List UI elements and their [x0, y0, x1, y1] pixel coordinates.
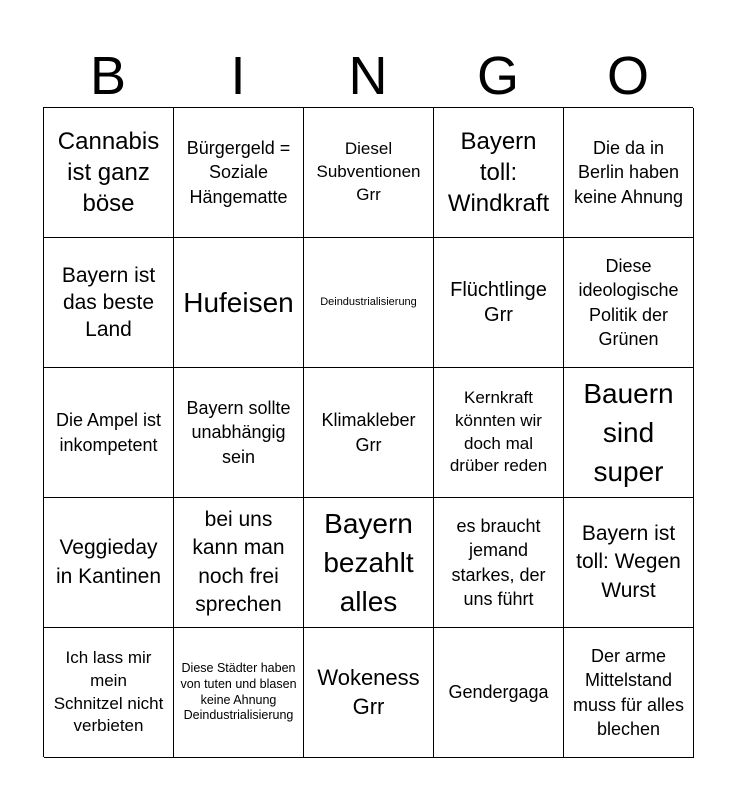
bingo-cell[interactable] — [304, 498, 434, 628]
cell-text: Bayern toll: Windkraft — [447, 127, 550, 218]
cell-text: Wokeness Grr — [317, 664, 420, 719]
bingo-cell[interactable] — [434, 108, 564, 238]
cell-text: Klimakleber Grr — [321, 410, 416, 455]
cell-text: Die Ampel ist inkompetent — [55, 410, 162, 455]
bingo-cell[interactable] — [174, 108, 304, 238]
cell-text: Der arme Mittelstand muss für alles blechen — [572, 645, 685, 739]
cell-text: Ich lass mir mein Schnitzel nicht verbieten — [53, 647, 164, 736]
bingo-cell[interactable] — [44, 108, 174, 238]
header-letter-n: N — [348, 46, 388, 106]
cell-text: Gendergaga — [448, 682, 549, 703]
cell-text: Diese ideologische Politik der Grünen — [578, 255, 679, 349]
header-letter-b: B — [89, 46, 127, 106]
bingo-cell[interactable] — [564, 628, 694, 758]
bingo-cell[interactable] — [304, 238, 434, 368]
bingo-cell[interactable] — [304, 108, 434, 238]
cell-text: Bayern ist toll: Wegen Wurst — [576, 521, 681, 602]
bingo-cell[interactable] — [564, 108, 694, 238]
header-letter-o: O — [606, 46, 649, 106]
cell-text: Diese Städter haben von tuten und blasen keine Ahnung Deindustrialisierung — [180, 661, 297, 723]
bingo-cell[interactable] — [174, 368, 304, 498]
bingo-cell[interactable] — [44, 368, 174, 498]
header-letter-i: I — [230, 46, 246, 106]
cell-text: Flüchtlinge Grr — [450, 278, 547, 326]
bingo-cell[interactable] — [564, 368, 694, 498]
bingo-cell[interactable] — [174, 238, 304, 368]
bingo-cell[interactable] — [304, 368, 434, 498]
bingo-cell[interactable] — [434, 498, 564, 628]
cell-text: Cannabis ist ganz böse — [57, 127, 160, 218]
cell-text: Kernkraft könnten wir doch mal drüber reden — [449, 387, 548, 476]
bingo-cell[interactable] — [44, 498, 174, 628]
cell-text: Diesel Subventionen Grr — [316, 139, 421, 204]
bingo-cell[interactable] — [434, 368, 564, 498]
bingo-header — [43, 44, 693, 108]
header-letter-g: G — [476, 46, 519, 106]
bingo-cell[interactable] — [44, 628, 174, 758]
bingo-cell[interactable] — [434, 238, 564, 368]
cell-text: Hufeisen — [183, 286, 294, 318]
cell-text: Bayern sollte unabhängig sein — [186, 398, 291, 467]
cell-text: Bayern ist das beste Land — [61, 263, 156, 342]
bingo-cell[interactable] — [564, 498, 694, 628]
bingo-cell[interactable] — [304, 628, 434, 758]
cell-text: es braucht jemand starkes, der uns führt — [451, 515, 546, 609]
cell-text: Bayern bezahlt alles — [323, 507, 414, 618]
bingo-cell[interactable] — [44, 238, 174, 368]
cell-text: Deindustrialisierung — [320, 296, 417, 309]
cell-text: Bürgergeld = Soziale Hängematte — [186, 138, 291, 207]
bingo-cell[interactable] — [434, 628, 564, 758]
bingo-cell[interactable] — [564, 238, 694, 368]
bingo-cell[interactable] — [174, 628, 304, 758]
bingo-cell[interactable] — [174, 498, 304, 628]
cell-text: Bauern sind super — [583, 377, 674, 488]
cell-text: Veggieday in Kantinen — [55, 536, 162, 588]
cell-text: bei uns kann man noch frei sprechen — [192, 507, 285, 616]
cell-text: Die da in Berlin haben keine Ahnung — [573, 138, 684, 207]
bingo-grid — [43, 107, 693, 757]
